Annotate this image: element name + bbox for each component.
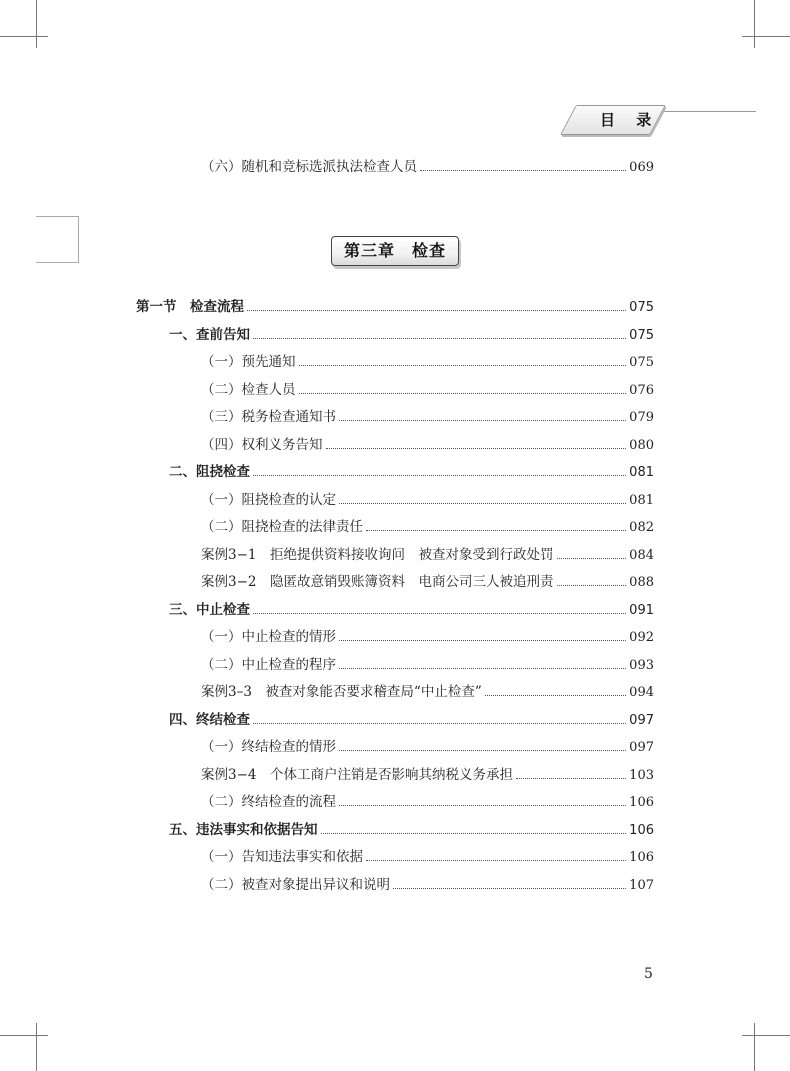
toc-entry-title: 第一节 检查流程 [136, 299, 244, 315]
toc-entry-title: 一、查前告知 [169, 327, 250, 343]
toc-entry-page: 075 [629, 328, 654, 343]
toc-entry-title: （二）中止检查的程序 [201, 657, 336, 673]
toc-leader-dots [516, 778, 626, 779]
toc-entry-title: （一）阻挠检查的认定 [201, 492, 336, 508]
crop-mark-tl-v [36, 0, 37, 48]
toc-entry-page: 075 [629, 300, 654, 315]
toc-entry[interactable] [201, 765, 654, 785]
toc-entry[interactable] [169, 462, 654, 482]
toc-entry-page: 081 [629, 493, 654, 508]
toc-entry[interactable] [201, 737, 654, 757]
toc-leader-dots [339, 420, 626, 421]
crop-mark-tr-h [742, 36, 790, 37]
toc-entry[interactable] [201, 545, 654, 565]
toc-entry[interactable] [201, 655, 654, 675]
crop-mark-br-v [754, 1023, 755, 1071]
toc-entry-page: 093 [629, 658, 654, 673]
toc-entry[interactable] [201, 847, 654, 867]
toc-entry-title: 案例3–3 被查对象能否要求稽查局“中止检查” [201, 684, 482, 700]
toc-entry-page: 084 [629, 548, 654, 563]
chapter-title: 第三章 检查 [331, 236, 459, 266]
crop-mark-tl-h [0, 36, 48, 37]
toc-leader-dots [485, 695, 626, 696]
chapter-heading [331, 236, 459, 266]
toc-entry[interactable] [136, 297, 654, 317]
toc-leader-dots [299, 393, 627, 394]
toc-entry-title: （六）随机和竞标选派执法检查人员 [201, 159, 417, 175]
toc-leader-dots [557, 585, 627, 586]
toc-entry-page: 069 [629, 160, 654, 175]
toc-entry[interactable] [201, 490, 654, 510]
toc-entry-title: （二）被查对象提出异议和说明 [201, 877, 390, 893]
toc-entry-title: （二）检查人员 [201, 382, 296, 398]
toc-entry-page: 075 [629, 355, 654, 370]
toc-entry-page: 092 [629, 630, 654, 645]
toc-entry-prev[interactable] [201, 157, 654, 177]
toc-entry-page: 076 [629, 383, 654, 398]
toc-entry[interactable] [201, 352, 654, 372]
toc-entry[interactable] [169, 325, 654, 345]
toc-entry-title: 四、终结检查 [169, 712, 250, 728]
toc-entry-title: （一）终结检查的情形 [201, 739, 336, 755]
toc-entry-page: 094 [629, 685, 654, 700]
toc-leader-dots [253, 723, 626, 724]
toc-entry[interactable] [169, 710, 654, 730]
toc-entry[interactable] [201, 407, 654, 427]
toc-entry-page: 106 [629, 850, 654, 865]
toc-entry-title: 二、阻挠检查 [169, 464, 250, 480]
toc-entry-page: 097 [629, 740, 654, 755]
toc-entry-title: （一）预先通知 [201, 354, 296, 370]
toc-entry-page: 080 [629, 438, 654, 453]
toc-entry[interactable] [201, 380, 654, 400]
toc-leader-dots [557, 558, 627, 559]
toc-leader-dots [321, 833, 627, 834]
header-rule [650, 111, 756, 112]
toc-entry-page: 106 [629, 795, 654, 810]
toc-entry-title: （一）告知违法事实和依据 [201, 849, 363, 865]
toc-entry-page: 079 [629, 410, 654, 425]
toc-leader-dots [299, 365, 627, 366]
toc-entry[interactable] [201, 627, 654, 647]
toc-entry-page: 106 [629, 823, 654, 838]
toc-entry-page: 097 [629, 713, 654, 728]
toc-leader-dots [366, 860, 626, 861]
toc-entry-title: （三）税务检查通知书 [201, 409, 336, 425]
toc-entry-title: 案例3−2 隐匿故意销毁账簿资料 电商公司三人被追刑责 [201, 574, 554, 590]
toc-leader-dots [339, 668, 626, 669]
toc-entry-title: 五、违法事实和依据告知 [169, 822, 318, 838]
toc-leader-dots [339, 805, 626, 806]
toc-leader-dots [393, 888, 626, 889]
toc-leader-dots [253, 475, 626, 476]
crop-mark-br-h [742, 1035, 790, 1036]
toc-entry-title: （一）中止检查的情形 [201, 629, 336, 645]
toc-entry-title: （二）终结检查的流程 [201, 794, 336, 810]
toc-leader-dots [253, 338, 626, 339]
toc-entry-page: 107 [629, 878, 654, 893]
toc-entry[interactable] [201, 682, 654, 702]
toc-entry-title: 案例3−1 拒绝提供资料接收询问 被查对象受到行政处罚 [201, 547, 554, 563]
toc-entry[interactable] [201, 875, 654, 895]
toc-entry[interactable] [169, 820, 654, 840]
page-number: 5 [644, 966, 653, 982]
toc-entry[interactable] [201, 572, 654, 592]
side-decoration [36, 216, 79, 263]
toc-entry-page: 082 [629, 520, 654, 535]
toc-entry[interactable] [201, 792, 654, 812]
toc-entry-page: 091 [629, 603, 654, 618]
toc-entry-title: （四）权利义务告知 [201, 437, 323, 453]
toc-leader-dots [326, 448, 627, 449]
toc-leader-dots [339, 503, 626, 504]
header-label: 目 录 [600, 111, 660, 129]
toc-leader-dots [420, 170, 626, 171]
crop-mark-bl-h [0, 1035, 48, 1036]
toc-entry-page: 081 [629, 465, 654, 480]
toc-entry-title: 三、中止检查 [169, 602, 250, 618]
toc-entry-title: （二）阻挠检查的法律责任 [201, 519, 363, 535]
toc-entry[interactable] [201, 517, 654, 537]
toc-entry[interactable] [201, 435, 654, 455]
toc-leader-dots [253, 613, 626, 614]
toc-leader-dots [339, 640, 626, 641]
toc-leader-dots [366, 530, 626, 531]
crop-mark-bl-v [36, 1023, 37, 1071]
crop-mark-tr-v [754, 0, 755, 48]
toc-entry-title: 案例3−4 个体工商户注销是否影响其纳税义务承担 [201, 767, 513, 783]
toc-entry[interactable] [169, 600, 654, 620]
toc-entry-page: 103 [629, 768, 654, 783]
toc-entry-page: 088 [629, 575, 654, 590]
toc-leader-dots [247, 310, 626, 311]
toc-leader-dots [339, 750, 626, 751]
